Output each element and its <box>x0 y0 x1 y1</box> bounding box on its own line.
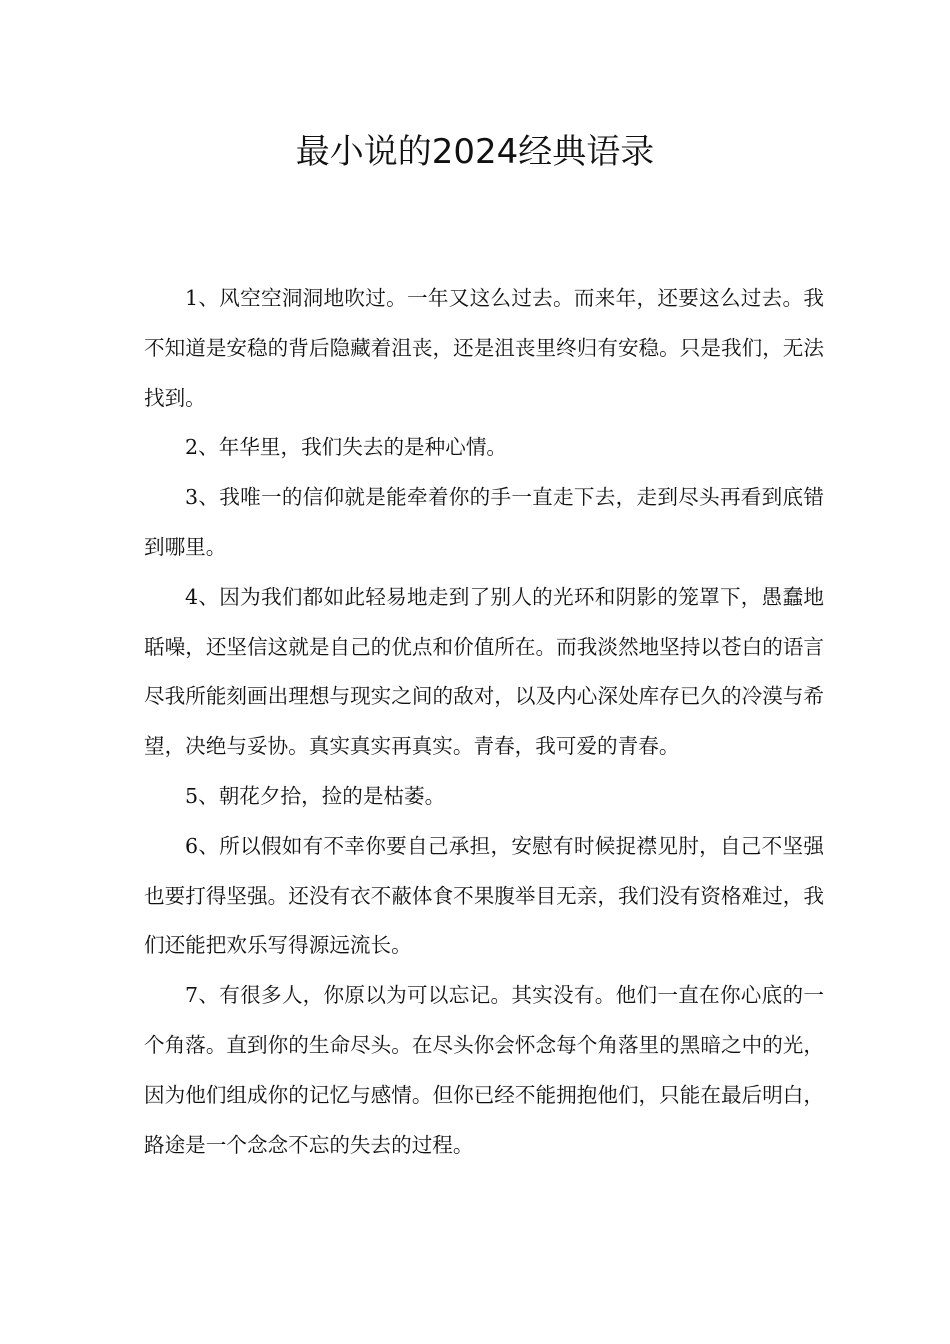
page-title: 最小说的2024经典语录 <box>295 132 655 172</box>
document-body <box>144 274 824 1170</box>
quote-paragraph-1: 1、风空空洞洞地吹过。一年又这么过去。而来年，还要这么过去。我不知道是安稳的背后隐藏着沮丧，还是沮丧里终归有安稳。只是我们，无法找到。 <box>144 286 824 410</box>
quote-paragraph-2: 2、年华里，我们失去的是种心情。 <box>185 435 508 460</box>
quote-paragraph-3: 3、我唯一的信仰就是能牵着你的手一直走下去，走到尽头再看到底错到哪里。 <box>144 485 824 559</box>
quote-paragraph-4: 4、因为我们都如此轻易地走到了别人的光环和阴影的笼罩下，愚蠢地聒噪，还坚信这就是自己的优点和价值所在。而我淡然地坚持以苍白的语言尽我所能刻画出理想与现实之间的敌对，以及内心深处库存已久的冷漠与希望，决绝与妥协。真实真实再真实。青春，我可爱的青春。 <box>144 584 824 759</box>
quote-paragraph-5: 5、朝花夕拾，捡的是枯萎。 <box>185 783 446 808</box>
quote-paragraph-6: 6、所以假如有不幸你要自己承担，安慰有时候捉襟见肘，自己不坚强也要打得坚强。还没有衣不蔽体食不果腹举目无亲，我们没有资格难过，我们还能把欢乐写得源远流长。 <box>144 833 824 958</box>
quote-paragraph-7: 7、有很多人，你原以为可以忘记。其实没有。他们一直在你心底的一个角落。直到你的生命尽头。在尽头你会怀念每个角落里的黑暗之中的光，因为他们组成你的记忆与感情。但你已经不能拥抱他们，只能在最后明白，路途是一个念念不忘的失去的过程。 <box>144 983 824 1157</box>
